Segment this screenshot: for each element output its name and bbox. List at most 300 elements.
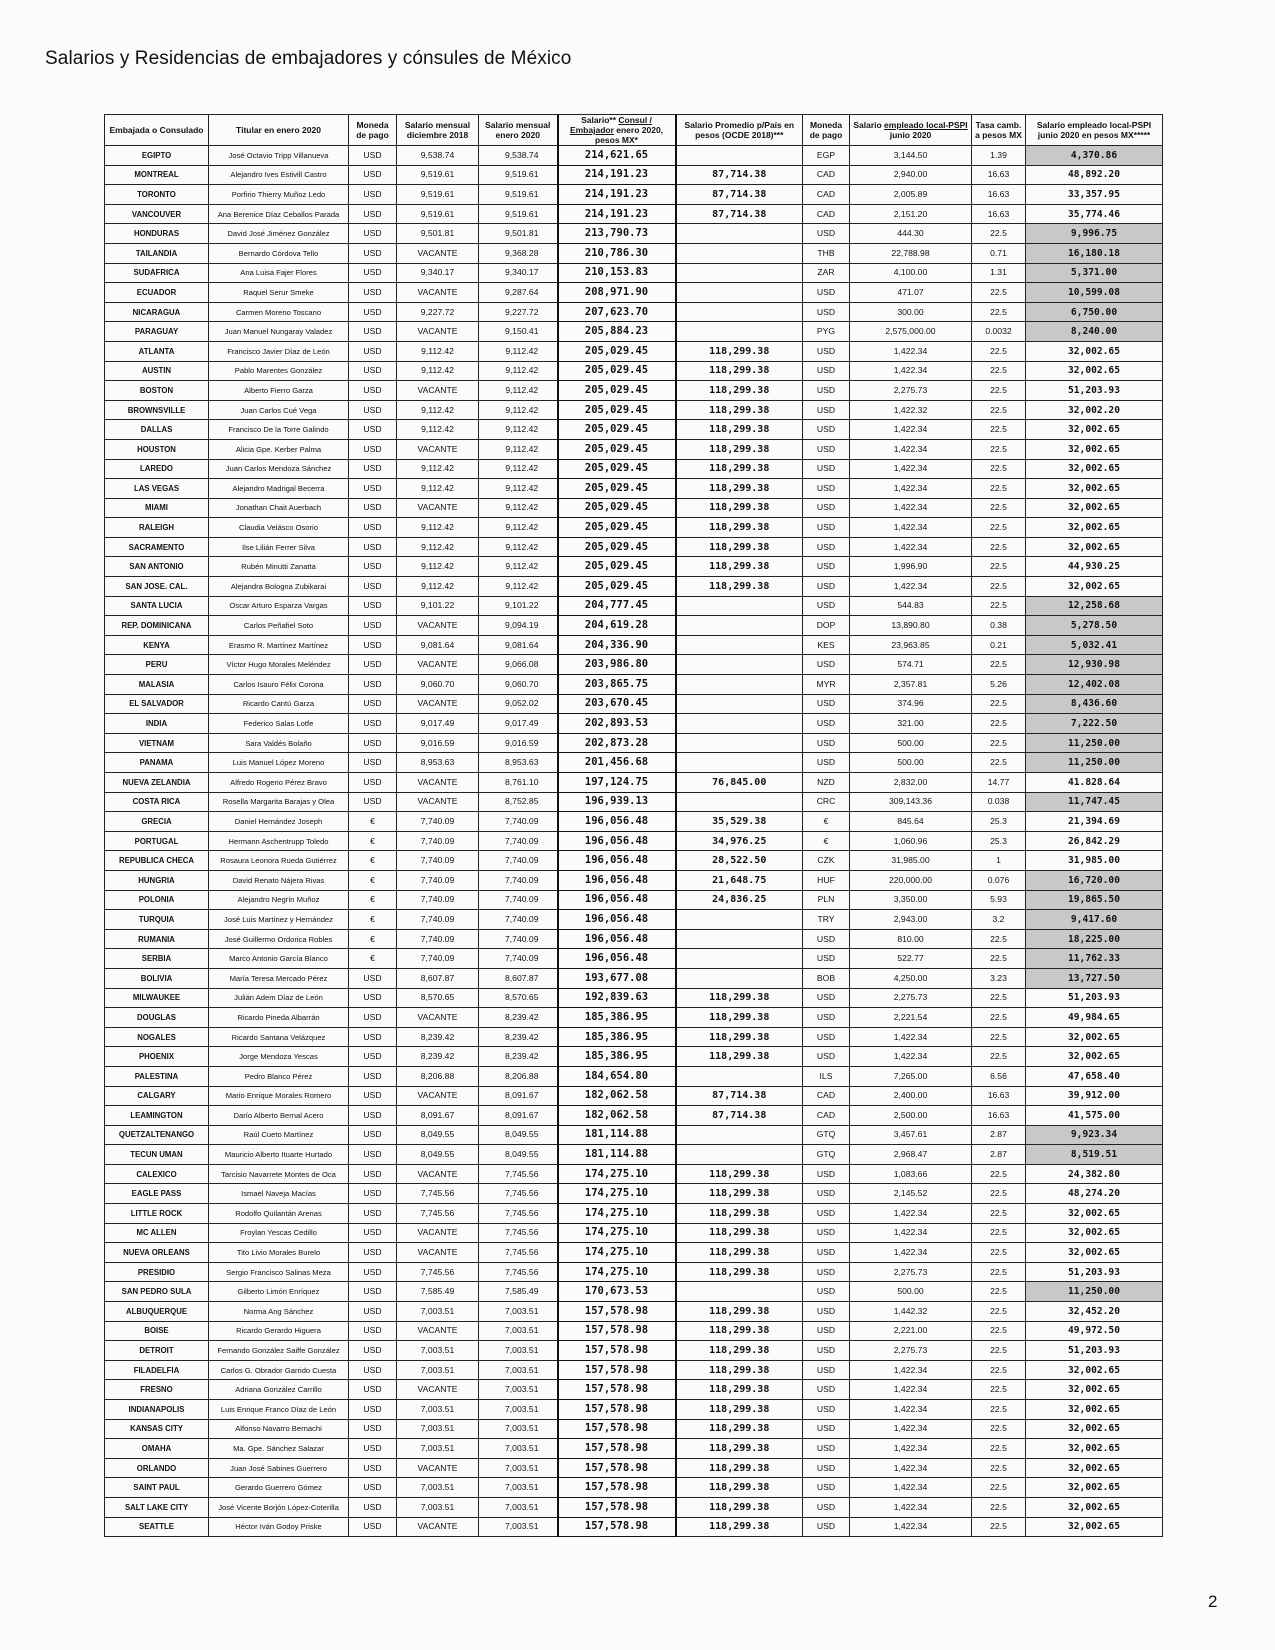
cell-embajada: ALBUQUERQUE — [105, 1302, 209, 1322]
cell-salario-local: 1,422.32 — [850, 400, 972, 420]
cell-salario-ocde — [676, 910, 803, 930]
cell-embajada: EL SALVADOR — [105, 694, 209, 714]
cell-salario-ene-2020: 9,112.42 — [479, 537, 558, 557]
cell-tasa-cambio: 22.5 — [972, 1027, 1026, 1047]
cell-salario-dic-2018: 8,239.42 — [397, 1047, 479, 1067]
cell-salario-ene-2020: 9,112.42 — [479, 341, 558, 361]
cell-salario-ene-2020: 9,101.22 — [479, 596, 558, 616]
cell-salario-ocde: 118,299.38 — [676, 361, 803, 381]
cell-embajada: SACRAMENTO — [105, 537, 209, 557]
cell-salario-dic-2018: 9,538.74 — [397, 146, 479, 166]
cell-salario-ocde — [676, 263, 803, 283]
cell-tasa-cambio: 22.5 — [972, 929, 1026, 949]
cell-titular: José Luis Martínez y Hernández — [209, 910, 349, 930]
cell-salario-ocde: 118,299.38 — [676, 1478, 803, 1498]
cell-tasa-cambio: 1 — [972, 851, 1026, 871]
cell-salario-local: 2,151.20 — [850, 204, 972, 224]
cell-salario-dic-2018: 7,003.51 — [397, 1497, 479, 1517]
cell-salario-ene-2020: 9,112.42 — [479, 381, 558, 401]
cell-salario-ocde — [676, 1066, 803, 1086]
cell-embajada: SEATTLE — [105, 1517, 209, 1537]
cell-embajada: OMAHA — [105, 1439, 209, 1459]
cell-salario-ene-2020: 9,052.02 — [479, 694, 558, 714]
cell-titular: Alejandra Bologna Zubikarai — [209, 577, 349, 597]
cell-salario-pesos: 196,939.13 — [558, 792, 676, 812]
cell-salario-local: 220,000.00 — [850, 870, 972, 890]
cell-moneda: USD — [349, 1145, 397, 1165]
cell-embajada: REP. DOMINICANA — [105, 616, 209, 636]
cell-salario-dic-2018: VACANTE — [397, 1164, 479, 1184]
cell-moneda-local: USD — [803, 224, 850, 244]
cell-salario-ene-2020: 7,740.09 — [479, 890, 558, 910]
cell-embajada: DETROIT — [105, 1341, 209, 1361]
cell-tasa-cambio: 22.5 — [972, 1204, 1026, 1224]
cell-salario-local-pesos: 16,720.00 — [1026, 870, 1163, 890]
cell-salario-ene-2020: 7,740.09 — [479, 812, 558, 832]
cell-salario-local-pesos: 11,762.33 — [1026, 949, 1163, 969]
cell-moneda: USD — [349, 635, 397, 655]
table-row — [105, 165, 1163, 185]
cell-titular: Jorge Mendoza Yescas — [209, 1047, 349, 1067]
cell-moneda-local: USD — [803, 753, 850, 773]
cell-moneda-local: ZAR — [803, 263, 850, 283]
cell-moneda-local: CZK — [803, 851, 850, 871]
table-row — [105, 420, 1163, 440]
cell-embajada: MC ALLEN — [105, 1223, 209, 1243]
cell-salario-ocde: 118,299.38 — [676, 1458, 803, 1478]
cell-salario-ene-2020: 9,112.42 — [479, 498, 558, 518]
cell-salario-ocde: 76,845.00 — [676, 773, 803, 793]
cell-salario-ocde: 118,299.38 — [676, 381, 803, 401]
cell-moneda-local: USD — [803, 537, 850, 557]
cell-tasa-cambio: 22.5 — [972, 1302, 1026, 1322]
cell-moneda-local: USD — [803, 733, 850, 753]
cell-salario-pesos: 174,275.10 — [558, 1223, 676, 1243]
cell-salario-ocde — [676, 968, 803, 988]
table-row — [105, 1184, 1163, 1204]
cell-salario-ocde: 118,299.38 — [676, 1243, 803, 1263]
table-row — [105, 439, 1163, 459]
cell-moneda-local: USD — [803, 1380, 850, 1400]
cell-salario-ocde: 118,299.38 — [676, 420, 803, 440]
cell-tasa-cambio: 22.5 — [972, 655, 1026, 675]
cell-moneda-local: EGP — [803, 146, 850, 166]
cell-salario-dic-2018: 7,003.51 — [397, 1439, 479, 1459]
cell-salario-ene-2020: 9,060.70 — [479, 675, 558, 695]
cell-salario-local-pesos: 33,357.95 — [1026, 185, 1163, 205]
cell-salario-dic-2018: VACANTE — [397, 655, 479, 675]
table-row — [105, 1282, 1163, 1302]
cell-salario-pesos: 214,191.23 — [558, 204, 676, 224]
cell-tasa-cambio: 22.5 — [972, 1184, 1026, 1204]
cell-embajada: FILADELFIA — [105, 1360, 209, 1380]
cell-salario-dic-2018: 8,091.67 — [397, 1106, 479, 1126]
cell-salario-local: 2,357.81 — [850, 675, 972, 695]
cell-tasa-cambio: 22.5 — [972, 459, 1026, 479]
cell-salario-ene-2020: 7,745.56 — [479, 1204, 558, 1224]
table-row — [105, 773, 1163, 793]
cell-titular: María Teresa Mercado Pérez — [209, 968, 349, 988]
cell-titular: Ilse Lilián Ferrer Silva — [209, 537, 349, 557]
cell-salario-ocde — [676, 635, 803, 655]
cell-salario-pesos: 192,839.63 — [558, 988, 676, 1008]
cell-moneda-local: USD — [803, 1184, 850, 1204]
cell-salario-dic-2018: 8,049.55 — [397, 1145, 479, 1165]
cell-embajada: BOSTON — [105, 381, 209, 401]
cell-moneda: € — [349, 890, 397, 910]
cell-moneda: USD — [349, 537, 397, 557]
cell-moneda-local: USD — [803, 439, 850, 459]
cell-moneda: USD — [349, 675, 397, 695]
cell-embajada: SERBIA — [105, 949, 209, 969]
cell-salario-local-pesos: 32,002.65 — [1026, 1458, 1163, 1478]
cell-salario-dic-2018: 7,745.56 — [397, 1184, 479, 1204]
cell-moneda-local: USD — [803, 498, 850, 518]
cell-salario-dic-2018: 7,740.09 — [397, 890, 479, 910]
cell-embajada: MONTREAL — [105, 165, 209, 185]
cell-salario-local: 522.77 — [850, 949, 972, 969]
cell-moneda: USD — [349, 1282, 397, 1302]
table-row — [105, 831, 1163, 851]
cell-salario-local-pesos: 13,727.50 — [1026, 968, 1163, 988]
cell-salario-pesos: 205,029.45 — [558, 400, 676, 420]
cell-salario-local: 2,575,000.00 — [850, 322, 972, 342]
cell-embajada: NICARAGUA — [105, 302, 209, 322]
cell-tasa-cambio: 22.5 — [972, 302, 1026, 322]
cell-salario-ene-2020: 7,740.09 — [479, 851, 558, 871]
cell-salario-pesos: 182,062.58 — [558, 1106, 676, 1126]
cell-tasa-cambio: 22.5 — [972, 518, 1026, 538]
cell-salario-pesos: 181,114.88 — [558, 1145, 676, 1165]
cell-salario-local: 374.96 — [850, 694, 972, 714]
cell-salario-ocde: 118,299.38 — [676, 577, 803, 597]
cell-embajada: MALASIA — [105, 675, 209, 695]
cell-salario-ocde — [676, 1282, 803, 1302]
cell-salario-dic-2018: VACANTE — [397, 381, 479, 401]
cell-salario-ocde: 118,299.38 — [676, 1027, 803, 1047]
cell-salario-local-pesos: 32,452.20 — [1026, 1302, 1163, 1322]
cell-titular: Hermann Aschentrupp Toledo — [209, 831, 349, 851]
cell-titular: Alicia Gpe. Kerber Palma — [209, 439, 349, 459]
cell-salario-pesos: 157,578.98 — [558, 1458, 676, 1478]
cell-moneda-local: USD — [803, 1321, 850, 1341]
cell-moneda: USD — [349, 283, 397, 303]
cell-moneda-local: DOP — [803, 616, 850, 636]
cell-salario-local: 1,422.34 — [850, 577, 972, 597]
cell-salario-ene-2020: 7,003.51 — [479, 1419, 558, 1439]
cell-salario-dic-2018: 7,003.51 — [397, 1302, 479, 1322]
cell-moneda-local: GTQ — [803, 1125, 850, 1145]
cell-moneda: USD — [349, 1243, 397, 1263]
cell-moneda-local: PYG — [803, 322, 850, 342]
cell-tasa-cambio: 0.71 — [972, 243, 1026, 263]
cell-moneda-local: THB — [803, 243, 850, 263]
cell-salario-local: 1,422.34 — [850, 1380, 972, 1400]
cell-salario-pesos: 196,056.48 — [558, 929, 676, 949]
cell-moneda-local: USD — [803, 479, 850, 499]
table-row — [105, 655, 1163, 675]
cell-tasa-cambio: 22.5 — [972, 283, 1026, 303]
cell-salario-pesos: 185,386.95 — [558, 1027, 676, 1047]
cell-moneda-local: USD — [803, 1400, 850, 1420]
cell-titular: Carmen Moreno Toscano — [209, 302, 349, 322]
cell-salario-ocde: 118,299.38 — [676, 1164, 803, 1184]
cell-moneda: USD — [349, 1008, 397, 1028]
cell-salario-local: 2,275.73 — [850, 1262, 972, 1282]
cell-salario-ene-2020: 7,003.51 — [479, 1321, 558, 1341]
table-row — [105, 537, 1163, 557]
cell-tasa-cambio: 22.5 — [972, 1047, 1026, 1067]
cell-moneda-local: USD — [803, 1047, 850, 1067]
table-row — [105, 1027, 1163, 1047]
cell-embajada: HOUSTON — [105, 439, 209, 459]
cell-salario-local: 1,422.34 — [850, 1419, 972, 1439]
cell-embajada: HONDURAS — [105, 224, 209, 244]
cell-embajada: CALEXICO — [105, 1164, 209, 1184]
cell-salario-local: 1,422.34 — [850, 1497, 972, 1517]
cell-salario-local-pesos: 9,923.34 — [1026, 1125, 1163, 1145]
cell-salario-ocde: 28,522.50 — [676, 851, 803, 871]
header-text-part: Salario** — [581, 115, 619, 125]
cell-tasa-cambio: 16.63 — [972, 1106, 1026, 1126]
cell-moneda-local: TRY — [803, 910, 850, 930]
cell-tasa-cambio: 22.5 — [972, 224, 1026, 244]
cell-salario-local-pesos: 51,203.93 — [1026, 381, 1163, 401]
cell-salario-ene-2020: 8,049.55 — [479, 1125, 558, 1145]
cell-salario-local-pesos: 32,002.65 — [1026, 1478, 1163, 1498]
cell-moneda: USD — [349, 146, 397, 166]
cell-tasa-cambio: 22.5 — [972, 988, 1026, 1008]
cell-salario-ocde: 35,529.38 — [676, 812, 803, 832]
cell-salario-local: 1,422.34 — [850, 537, 972, 557]
cell-salario-pesos: 157,578.98 — [558, 1360, 676, 1380]
cell-salario-pesos: 204,336.90 — [558, 635, 676, 655]
cell-salario-dic-2018: 9,112.42 — [397, 577, 479, 597]
cell-salario-ocde — [676, 929, 803, 949]
cell-salario-local-pesos: 32,002.65 — [1026, 1439, 1163, 1459]
cell-tasa-cambio: 22.5 — [972, 1164, 1026, 1184]
cell-tasa-cambio: 5.26 — [972, 675, 1026, 695]
cell-salario-dic-2018: 9,017.49 — [397, 714, 479, 734]
cell-salario-local: 300.00 — [850, 302, 972, 322]
cell-tasa-cambio: 3.2 — [972, 910, 1026, 930]
cell-titular: Raquel Serur Smeke — [209, 283, 349, 303]
cell-titular: Ismael Naveja Macías — [209, 1184, 349, 1204]
cell-moneda-local: USD — [803, 518, 850, 538]
cell-salario-local: 2,005.89 — [850, 185, 972, 205]
cell-tasa-cambio: 0.21 — [972, 635, 1026, 655]
cell-salario-ocde — [676, 949, 803, 969]
cell-embajada: AUSTIN — [105, 361, 209, 381]
cell-salario-pesos: 185,386.95 — [558, 1047, 676, 1067]
cell-salario-local: 1,422.34 — [850, 439, 972, 459]
cell-tasa-cambio: 22.5 — [972, 1497, 1026, 1517]
table-row — [105, 1439, 1163, 1459]
cell-salario-dic-2018: VACANTE — [397, 616, 479, 636]
cell-salario-dic-2018: 7,003.51 — [397, 1478, 479, 1498]
cell-salario-local: 3,350.00 — [850, 890, 972, 910]
table-row — [105, 851, 1163, 871]
cell-salario-local: 471.07 — [850, 283, 972, 303]
cell-salario-pesos: 174,275.10 — [558, 1204, 676, 1224]
table-row — [105, 1400, 1163, 1420]
cell-salario-ocde: 21,648.75 — [676, 870, 803, 890]
cell-salario-local-pesos: 32,002.65 — [1026, 1380, 1163, 1400]
table-row — [105, 1360, 1163, 1380]
cell-salario-ocde — [676, 753, 803, 773]
cell-tasa-cambio: 6.56 — [972, 1066, 1026, 1086]
cell-moneda: USD — [349, 1184, 397, 1204]
cell-salario-pesos: 205,029.45 — [558, 518, 676, 538]
cell-salario-local-pesos: 32,002.65 — [1026, 479, 1163, 499]
table-row — [105, 929, 1163, 949]
cell-salario-pesos: 214,191.23 — [558, 165, 676, 185]
cell-salario-local: 2,500.00 — [850, 1106, 972, 1126]
cell-salario-pesos: 205,029.45 — [558, 557, 676, 577]
cell-moneda-local: ILS — [803, 1066, 850, 1086]
cell-salario-local: 1,996.90 — [850, 557, 972, 577]
cell-salario-dic-2018: 8,049.55 — [397, 1125, 479, 1145]
table-row — [105, 1106, 1163, 1126]
cell-moneda-local: USD — [803, 714, 850, 734]
cell-salario-local: 321.00 — [850, 714, 972, 734]
cell-salario-ocde: 118,299.38 — [676, 1380, 803, 1400]
cell-salario-dic-2018: VACANTE — [397, 1458, 479, 1478]
cell-salario-pesos: 157,578.98 — [558, 1497, 676, 1517]
cell-salario-dic-2018: VACANTE — [397, 322, 479, 342]
cell-salario-local: 1,422.34 — [850, 1243, 972, 1263]
cell-salario-pesos: 213,790.73 — [558, 224, 676, 244]
cell-moneda: USD — [349, 498, 397, 518]
cell-salario-ene-2020: 9,519.61 — [479, 165, 558, 185]
cell-moneda: USD — [349, 1106, 397, 1126]
cell-titular: Julián Adem Díaz de León — [209, 988, 349, 1008]
cell-salario-pesos: 203,865.75 — [558, 675, 676, 695]
cell-salario-dic-2018: 7,740.09 — [397, 851, 479, 871]
cell-embajada: BOLIVIA — [105, 968, 209, 988]
cell-salario-local-pesos: 32,002.65 — [1026, 1047, 1163, 1067]
cell-salario-ocde: 87,714.38 — [676, 1086, 803, 1106]
cell-titular: Luis Manuel López Moreno — [209, 753, 349, 773]
cell-salario-local: 1,422.34 — [850, 1458, 972, 1478]
cell-embajada: SALT LAKE CITY — [105, 1497, 209, 1517]
table-row — [105, 1262, 1163, 1282]
cell-titular: Gilberto Limón Enríquez — [209, 1282, 349, 1302]
cell-moneda: € — [349, 910, 397, 930]
cell-salario-pesos: 174,275.10 — [558, 1164, 676, 1184]
cell-tasa-cambio: 22.5 — [972, 400, 1026, 420]
cell-embajada: BROWNSVILLE — [105, 400, 209, 420]
cell-salario-dic-2018: 9,112.42 — [397, 479, 479, 499]
cell-salario-ocde — [676, 224, 803, 244]
cell-embajada: BOISE — [105, 1321, 209, 1341]
cell-titular: Daniel Hernández Joseph — [209, 812, 349, 832]
cell-titular: Marco Antonio García Blanco — [209, 949, 349, 969]
cell-moneda-local: USD — [803, 1204, 850, 1224]
table-row — [105, 988, 1163, 1008]
cell-moneda: USD — [349, 224, 397, 244]
cell-salario-local: 2,968.47 — [850, 1145, 972, 1165]
cell-salario-pesos: 205,029.45 — [558, 420, 676, 440]
cell-salario-dic-2018: 7,740.09 — [397, 812, 479, 832]
cell-moneda-local: GTQ — [803, 1145, 850, 1165]
cell-salario-local: 4,100.00 — [850, 263, 972, 283]
cell-salario-local-pesos: 5,278.50 — [1026, 616, 1163, 636]
cell-salario-local: 500.00 — [850, 753, 972, 773]
cell-embajada: PRESIDIO — [105, 1262, 209, 1282]
table-row — [105, 400, 1163, 420]
cell-moneda: USD — [349, 1517, 397, 1537]
cell-moneda: USD — [349, 773, 397, 793]
cell-tasa-cambio: 22.5 — [972, 596, 1026, 616]
cell-salario-dic-2018: 9,112.42 — [397, 361, 479, 381]
page-title: Salarios y Residencias de embajadores y cónsules de México — [45, 48, 572, 69]
cell-titular: Raúl Cueto Martínez — [209, 1125, 349, 1145]
cell-salario-ene-2020: 7,745.56 — [479, 1184, 558, 1204]
cell-salario-ocde: 118,299.38 — [676, 557, 803, 577]
cell-embajada: SUDAFRICA — [105, 263, 209, 283]
cell-salario-local-pesos: 32,002.65 — [1026, 1517, 1163, 1537]
cell-titular: Ricardo Pineda Albarrán — [209, 1008, 349, 1028]
page-number: 2 — [1208, 1592, 1218, 1611]
cell-salario-dic-2018: VACANTE — [397, 792, 479, 812]
cell-moneda: USD — [349, 400, 397, 420]
cell-tasa-cambio: 22.5 — [972, 1517, 1026, 1537]
cell-salario-pesos: 204,619.28 — [558, 616, 676, 636]
cell-salario-local: 1,442.32 — [850, 1302, 972, 1322]
cell-embajada: ATLANTA — [105, 341, 209, 361]
cell-salario-local-pesos: 32,002.65 — [1026, 498, 1163, 518]
header-text-part: enero 2020, pesos MX* — [595, 125, 664, 145]
cell-titular: Sergio Francisco Salinas Meza — [209, 1262, 349, 1282]
cell-moneda-local: CAD — [803, 1086, 850, 1106]
cell-titular: Gerardo Guerrero Gómez — [209, 1478, 349, 1498]
table-row — [105, 518, 1163, 538]
table-row — [105, 224, 1163, 244]
cell-moneda: € — [349, 949, 397, 969]
cell-salario-pesos: 205,029.45 — [558, 341, 676, 361]
cell-titular: Tarcisio Navarrete Montes de Oca — [209, 1164, 349, 1184]
cell-tasa-cambio: 22.5 — [972, 694, 1026, 714]
cell-titular: Carlos Isauro Félix Corona — [209, 675, 349, 695]
cell-salario-ene-2020: 9,150.41 — [479, 322, 558, 342]
cell-salario-dic-2018: VACANTE — [397, 243, 479, 263]
cell-salario-ocde — [676, 322, 803, 342]
cell-embajada: POLONIA — [105, 890, 209, 910]
cell-tasa-cambio: 22.5 — [972, 420, 1026, 440]
cell-moneda-local: € — [803, 831, 850, 851]
cell-moneda-local: USD — [803, 1282, 850, 1302]
table-row — [105, 1419, 1163, 1439]
table-row — [105, 616, 1163, 636]
cell-moneda-local: USD — [803, 1497, 850, 1517]
cell-salario-ene-2020: 8,091.67 — [479, 1106, 558, 1126]
cell-salario-pesos: 196,056.48 — [558, 831, 676, 851]
cell-titular: Alejandro Madrigal Becerra — [209, 479, 349, 499]
cell-salario-dic-2018: 9,060.70 — [397, 675, 479, 695]
cell-embajada: COSTA RICA — [105, 792, 209, 812]
table-row — [105, 1302, 1163, 1322]
cell-salario-ene-2020: 7,003.51 — [479, 1341, 558, 1361]
cell-titular: David José Jiménez González — [209, 224, 349, 244]
header-titular: Titular en enero 2020 — [209, 115, 349, 146]
cell-salario-ene-2020: 9,112.42 — [479, 420, 558, 440]
cell-salario-dic-2018: 9,112.42 — [397, 557, 479, 577]
cell-moneda-local: NZD — [803, 773, 850, 793]
cell-salario-ene-2020: 9,340.17 — [479, 263, 558, 283]
cell-titular: Carlos G. Obrador Garrido Cuesta — [209, 1360, 349, 1380]
cell-titular: Alfonso Navarro Bernachi — [209, 1419, 349, 1439]
